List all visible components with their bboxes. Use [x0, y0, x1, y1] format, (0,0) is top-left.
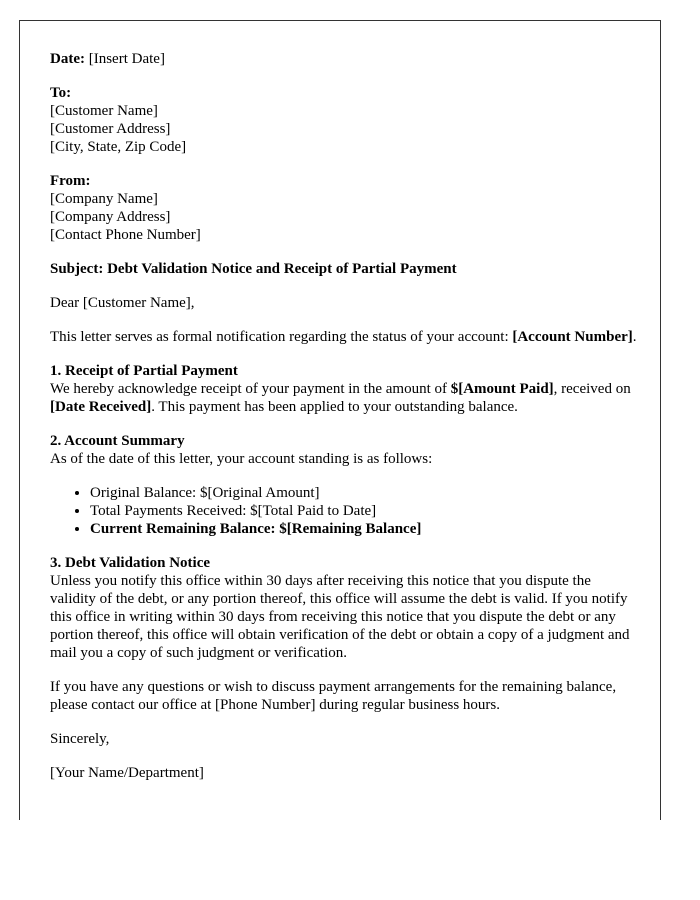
section-account-summary	[50, 432, 640, 538]
subject-line	[50, 260, 640, 278]
to-label: To:	[50, 85, 72, 101]
receipt-text-b: , received on	[553, 381, 631, 397]
intro-text: This letter serves as formal notification regarding the status of your account:	[50, 329, 513, 345]
to-line: [Customer Address]	[50, 121, 171, 137]
salutation: Dear [Customer Name],	[50, 295, 195, 311]
list-item	[90, 520, 640, 538]
validation-text: Unless you notify this office within 30 days after receiving this notice that you dispute the validity of the debt, or any portion thereof, this office will assume the debt is valid. If you notify this office in writing within 30 days from receiving this notice that you dispute the debt or any portion thereof, this office will obtain verification of the debt or obtain a copy of a judgment and mail you a copy of such judgment or verification.	[50, 573, 630, 661]
letter-content	[50, 50, 640, 798]
intro-paragraph	[50, 328, 640, 346]
intro-end: .	[632, 329, 637, 345]
from-line: [Contact Phone Number]	[50, 227, 201, 243]
from-block	[50, 172, 640, 244]
summary-paragraph	[50, 432, 640, 468]
date-received: [Date Received]	[50, 399, 152, 415]
summary-text: As of the date of this letter, your account standing is as follows:	[50, 451, 433, 467]
to-line: [Customer Name]	[50, 103, 158, 119]
list-item: • Original Balance: $[Original Amount]	[90, 484, 640, 502]
closing-paragraph: If you have any questions or wish to discuss payment arrangements for the remaining balance, please contact our office at [Phone Number] during regular business hours.	[50, 679, 617, 713]
from-line: [Company Address]	[50, 209, 171, 225]
date-line	[50, 50, 640, 68]
section-title: 2. Account Summary	[50, 433, 185, 449]
receipt-text-c: . This payment has been applied to your outstanding balance.	[151, 399, 518, 415]
signoff: Sincerely,	[50, 731, 110, 747]
from-label: From:	[50, 173, 91, 189]
signature: [Your Name/Department]	[50, 765, 204, 781]
date-value: [Insert Date]	[88, 51, 165, 67]
section-receipt	[50, 362, 640, 416]
receipt-text-a: We hereby acknowledge receipt of your payment in the amount of	[50, 381, 451, 397]
to-block	[50, 84, 640, 156]
amount-paid: $[Amount Paid]	[450, 381, 554, 397]
from-line: [Company Name]	[50, 191, 158, 207]
date-label: Date:	[50, 51, 85, 67]
subject-text: Subject: Debt Validation Notice and Receipt of Partial Payment	[50, 261, 457, 277]
section-title: 1. Receipt of Partial Payment	[50, 363, 238, 379]
balance-list	[50, 484, 640, 538]
remaining-balance: Current Remaining Balance: $[Remaining Balance]	[90, 521, 422, 537]
to-line: [City, State, Zip Code]	[50, 139, 187, 155]
section-title: 3. Debt Validation Notice	[50, 555, 211, 571]
list-item: • Total Payments Received: $[Total Paid to Date]	[90, 502, 640, 520]
letter-page	[19, 20, 661, 820]
account-number: [Account Number]	[512, 329, 633, 345]
section-validation	[50, 554, 640, 662]
